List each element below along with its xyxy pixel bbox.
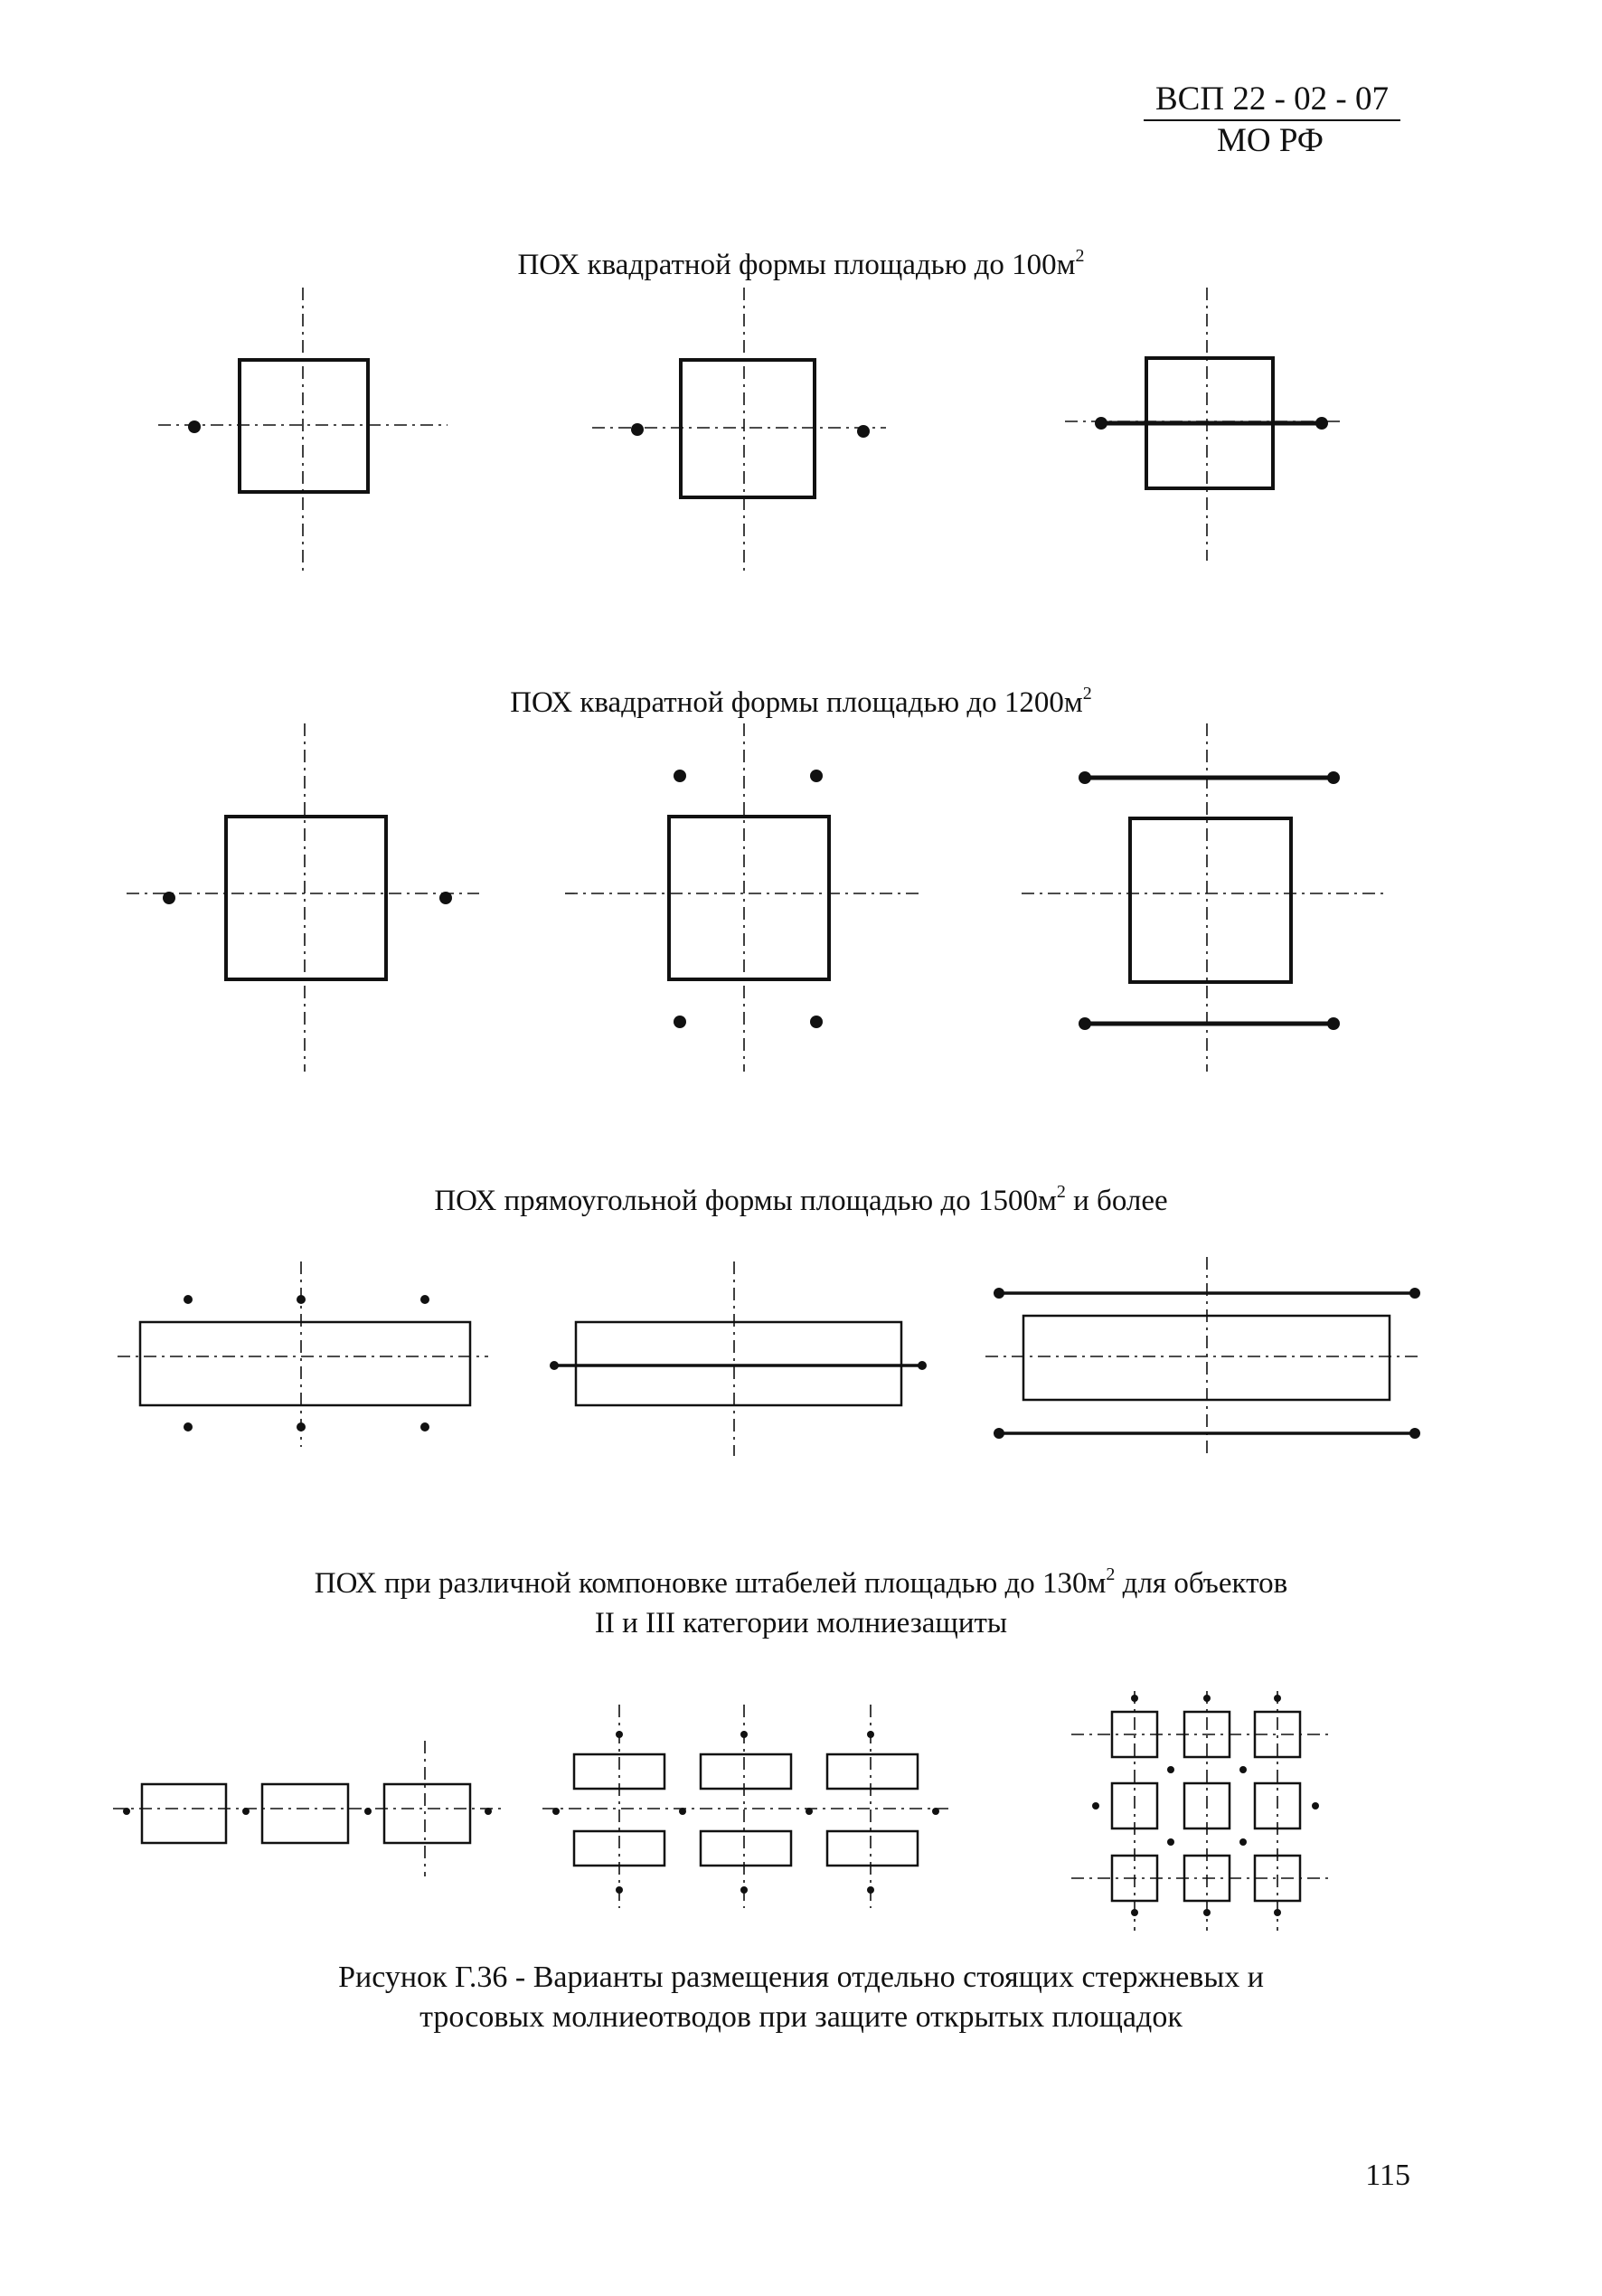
section-title-130: ПОХ при различной компоновке штабелей площадью до $130м^2$ для объектов (314, 1564, 1288, 1600)
section-title-100: ПОХ квадратной формы площадью до $100м^2$ (517, 246, 1085, 281)
section-title-130-line2: II и III категории молниезащиты (594, 1607, 1008, 1639)
page-number: 115 (1365, 2159, 1410, 2192)
figure-caption-line2: тросовых молниеотводов при защите открытых площадок (419, 2000, 1183, 2034)
section-title-1500: ПОХ прямоугольной формы площадью до $1500м^2$ и более (434, 1182, 1168, 1217)
figure-caption (0, 1958, 1602, 2037)
document-organization: МО РФ (1216, 122, 1324, 159)
figure-caption-line1: Рисунок Г.36 - Варианты размещения отдельно стоящих стержневых и (338, 1961, 1264, 1994)
document-code: ВСП 22 - 02 - 07 (1144, 80, 1400, 121)
section-title-1200: ПОХ квадратной формы площадью до $1200м^2$ (510, 684, 1092, 719)
